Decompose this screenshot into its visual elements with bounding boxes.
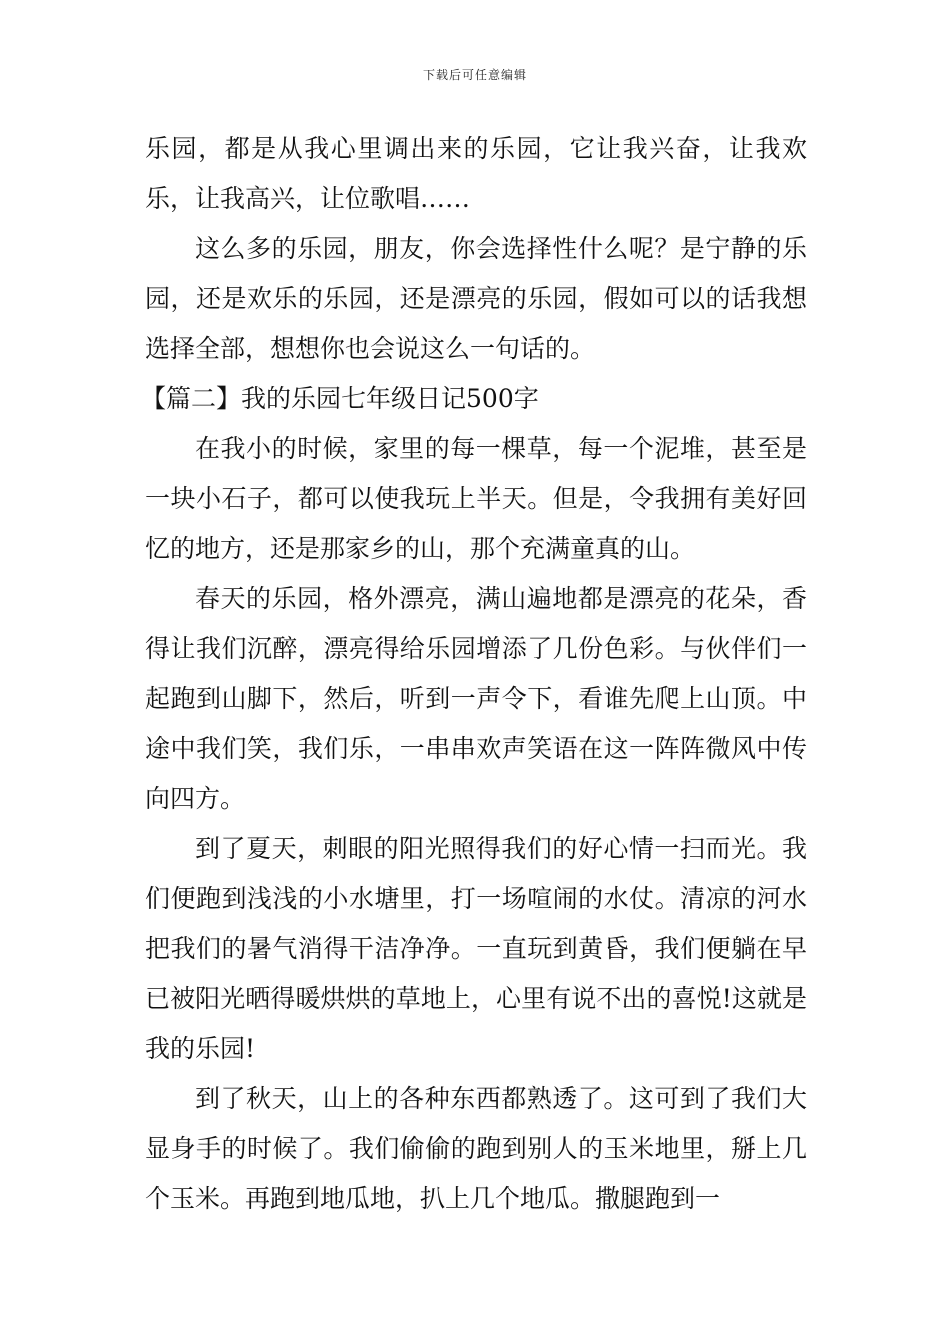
paragraph: 到了夏天，刺眼的阳光照得我们的好心情一扫而光。我们便跑到浅浅的小水塘里，打一场喧闹的水仗。清凉的河水把我们的暑气消得干洁净净。一直玩到黄昏，我们便躺在早已被阳光晒得暖烘烘的草地上，心里有说不出的喜悦!这就是我的乐园! <box>145 834 807 1063</box>
paragraph: 到了秋天，山上的各种东西都熟透了。这可到了我们大显身手的时候了。我们偷偷的跑到别人的玉米地里，掰上几个玉米。再跑到地瓜地，扒上几个地瓜。撒腿跑到一 <box>145 1084 807 1213</box>
paragraph: 这么多的乐园，朋友，你会选择性什么呢？是宁静的乐园，还是欢乐的乐园，还是漂亮的乐园，假如可以的话我想选择全部，想想你也会说这么一句话的。 <box>145 234 807 363</box>
page-header: 下载后可任意编辑 <box>422 68 527 82</box>
section-title: 【篇二】我的乐园七年级日记500字 <box>141 384 539 413</box>
document-body <box>141 124 807 1224</box>
paragraph: 在我小的时候，家里的每一棵草，每一个泥堆，甚至是一块小石子，都可以使我玩上半天。但是，令我拥有美好回忆的地方，还是那家乡的山，那个充满童真的山。 <box>145 434 807 563</box>
paragraph-continued: 乐园，都是从我心里调出来的乐园，它让我兴奋，让我欢乐，让我高兴，让位歌唱…… <box>145 134 807 213</box>
paragraph: 春天的乐园，格外漂亮，满山遍地都是漂亮的花朵，香得让我们沉醉，漂亮得给乐园增添了几份色彩。与伙伴们一起跑到山脚下，然后，听到一声令下，看谁先爬上山顶。中途中我们笑，我们乐，一串串欢声笑语在这一阵阵微风中传向四方。 <box>145 584 807 813</box>
